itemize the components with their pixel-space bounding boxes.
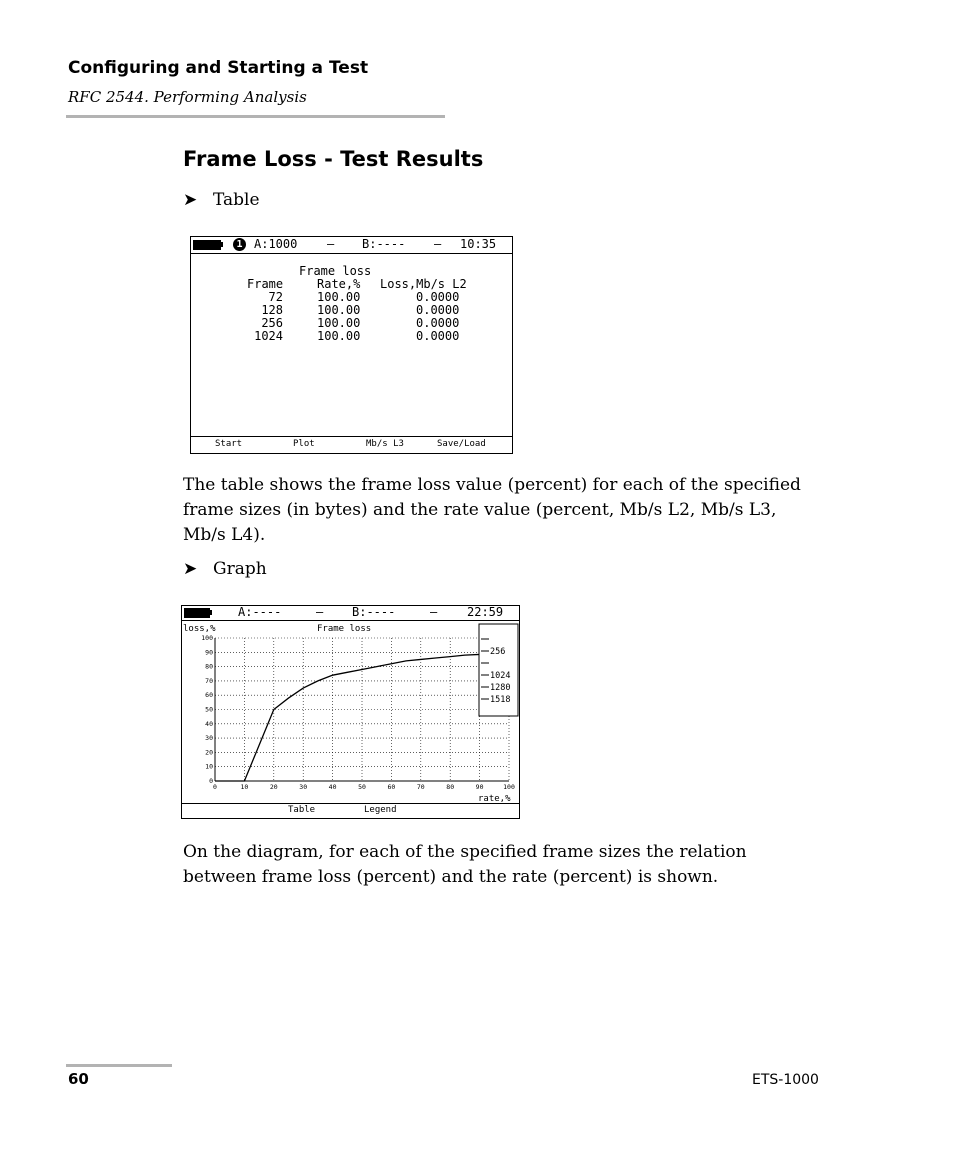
y-tick-label: 90	[205, 648, 213, 657]
col-header-frame: Frame	[247, 277, 284, 291]
y-tick-label: 80	[205, 662, 213, 671]
screen-title: Frame loss	[299, 264, 372, 278]
x-tick-label: 90	[475, 783, 484, 791]
table-screen	[190, 236, 513, 454]
series-line	[215, 652, 494, 781]
x-tick-label: 70	[416, 783, 425, 791]
bullet-label: Graph	[213, 559, 267, 579]
chart-title: Frame loss	[317, 624, 372, 634]
y-tick-label: 30	[205, 734, 213, 743]
x-tick-label: 20	[269, 783, 278, 791]
arrow-bullet-icon: ➤	[183, 559, 198, 579]
y-tick-label: 20	[205, 748, 213, 757]
softkey-bar	[191, 436, 512, 454]
y-axis-label: loss,%	[183, 624, 216, 634]
y-tick-label: 40	[205, 719, 213, 728]
section-title: Frame Loss - Test Results	[183, 147, 484, 171]
y-tick-label: 70	[205, 676, 213, 685]
battery-icon	[193, 240, 221, 250]
arrow-bullet-icon: ➤	[183, 190, 198, 210]
footer-divider	[66, 1064, 172, 1067]
softkey-mbps-l3[interactable]: Mb/s L3	[366, 439, 404, 449]
graph-screen	[181, 605, 520, 819]
col-frame	[239, 291, 283, 343]
battery-icon	[184, 608, 210, 618]
chart-series	[215, 652, 494, 781]
softkey-table[interactable]: Table	[288, 805, 316, 815]
softkey-plot[interactable]: Plot	[293, 439, 315, 449]
bullet-graph	[183, 559, 267, 579]
status-b: B:----	[352, 605, 396, 619]
header-divider	[66, 115, 445, 118]
status-b: B:----	[362, 237, 406, 251]
legend-label: 1518	[490, 695, 511, 705]
col-header-loss: Loss,Mb/s L2	[380, 277, 467, 291]
col-rate: 100.00 100.00 100.00 100.00	[317, 290, 361, 343]
bullet-table	[183, 190, 260, 210]
x-axis-label: rate,%	[478, 794, 511, 803]
legend-label: 256	[490, 647, 506, 657]
x-tick-label: 30	[299, 783, 308, 791]
softkey-bar	[182, 803, 519, 819]
chart-grid	[215, 638, 509, 781]
x-tick-label: 50	[358, 783, 366, 791]
legend-label: 1024	[490, 671, 511, 681]
x-tick-label: 60	[387, 783, 396, 791]
table-row: 72	[268, 290, 283, 304]
x-tick-label: 10	[240, 783, 249, 791]
paragraph-table-description: The table shows the frame loss value (percent) for each of the specified frame sizes (in bytes) and the rate value (percent, Mb/s L2, Mb/s L3, Mb/s L4).	[183, 475, 801, 545]
legend-label: 1280	[490, 683, 511, 693]
y-tick-label: 0	[209, 777, 213, 785]
y-tick-label: 10	[205, 762, 213, 771]
page-number: 60	[68, 1070, 89, 1088]
chart-ticks	[201, 634, 515, 791]
status-bar: 1 A:1000 – B:---- – 10:35	[191, 237, 512, 254]
x-tick-label: 0	[213, 783, 217, 791]
softkey-legend[interactable]: Legend	[364, 805, 397, 815]
product-name: ETS-1000	[752, 1072, 819, 1088]
status-bar: A:---- – B:---- – 22:59	[182, 606, 519, 621]
table-row: 1024	[254, 329, 283, 343]
x-tick-label: 80	[446, 783, 455, 791]
y-tick-label: 100	[201, 634, 213, 642]
col-header-rate: Rate,%	[317, 277, 361, 291]
status-time: 10:35	[460, 237, 497, 251]
table-row: 256	[261, 316, 283, 330]
y-tick-label: 60	[205, 691, 213, 700]
col-loss: 0.0000 0.0000 0.0000 0.0000	[416, 290, 460, 343]
running-header-title: Configuring and Starting a Test	[68, 58, 369, 78]
softkey-save-load[interactable]: Save/Load	[437, 439, 486, 449]
status-a: A:----	[238, 605, 282, 619]
frame-loss-chart	[182, 621, 519, 803]
y-tick-label: 50	[205, 705, 213, 714]
running-header-subtitle: RFC 2544. Performing Analysis	[68, 88, 307, 106]
status-time: 22:59	[467, 605, 504, 619]
x-tick-label: 100	[503, 783, 515, 791]
status-a: A:1000	[254, 237, 298, 251]
bullet-label: Table	[213, 190, 260, 210]
x-tick-label: 40	[328, 783, 337, 791]
channel-indicator: 1	[233, 238, 246, 251]
paragraph-graph-description: On the diagram, for each of the specified frame sizes the relation between frame loss (percent) and the rate (percent) is shown.	[183, 842, 747, 887]
softkey-start[interactable]: Start	[215, 439, 243, 449]
table-row: 128	[261, 303, 283, 317]
